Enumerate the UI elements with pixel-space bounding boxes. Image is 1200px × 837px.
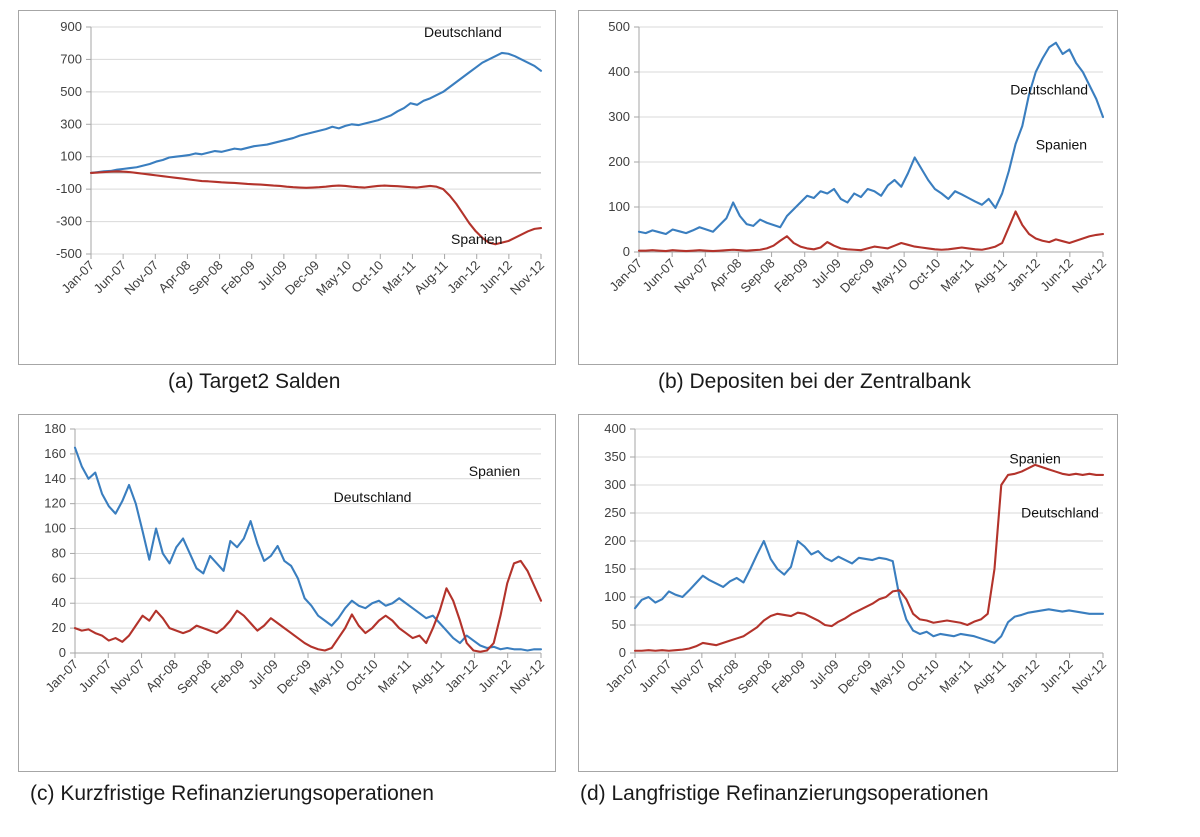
series-annotation-spanien: Spanien — [468, 463, 521, 480]
y-axis-tick-label: 60 — [51, 570, 66, 586]
x-axis-tick-label: Feb-09 — [771, 255, 811, 296]
panel-d-plot-area — [578, 414, 1118, 772]
x-axis-tick-label: Oct-10 — [903, 656, 942, 695]
x-axis-tick-label: Jan-12 — [441, 656, 481, 696]
series-line-deutschland — [91, 53, 541, 173]
panel-c-caption: (c) Kurzfristige Refinanzierungsoperationen — [30, 782, 434, 805]
x-axis-tick-label: Jul-09 — [254, 257, 290, 294]
x-axis-tick-label: Aug-11 — [411, 257, 451, 298]
y-axis-tick-label: 400 — [604, 421, 626, 436]
x-axis-tick-label: Mar-11 — [374, 656, 414, 696]
y-axis-tick-label: -500 — [55, 246, 82, 261]
y-axis-tick-label: 200 — [604, 533, 626, 548]
x-axis-tick-label: Feb-09 — [768, 656, 809, 697]
x-axis-tick-label: Jul-09 — [806, 656, 842, 693]
x-axis-tick-label: Jan-07 — [602, 656, 642, 696]
x-axis-tick-label: Mar-11 — [379, 257, 419, 297]
panel-d — [578, 410, 1192, 834]
x-axis-tick-label: Apr-08 — [703, 656, 742, 695]
x-axis-tick-label: Dec-09 — [836, 255, 878, 296]
y-axis-tick-label: 120 — [44, 495, 66, 511]
panel-c — [8, 410, 568, 834]
y-axis-tick-label: -100 — [55, 181, 82, 197]
y-axis-tick-label: 40 — [51, 595, 66, 611]
x-axis-tick-label: Jul-09 — [808, 255, 844, 292]
series-annotation-deutschland: Deutschland — [333, 488, 412, 505]
panel-b — [578, 4, 1192, 402]
x-axis-tick-label: Apr-08 — [155, 257, 194, 296]
panel-c-chart — [19, 415, 555, 771]
x-axis-tick-label: May-10 — [306, 656, 348, 698]
panel-b-caption: (b) Depositen bei der Zentralbank — [658, 370, 971, 393]
y-axis-tick-label: 100 — [604, 589, 626, 604]
y-axis-tick-label: 20 — [51, 620, 66, 636]
x-axis-tick-label: May-10 — [867, 656, 909, 698]
x-axis-tick-label: Dec-09 — [281, 257, 323, 298]
x-axis-tick-label: Oct-10 — [342, 656, 381, 695]
y-axis-tick-label: 0 — [622, 244, 630, 259]
panel-a — [8, 4, 568, 402]
y-axis-tick-label: 100 — [44, 520, 66, 536]
x-axis-tick-label: Nov-07 — [667, 656, 708, 697]
x-axis-tick-label: Nov-07 — [671, 255, 712, 296]
x-axis-tick-label: Jun-07 — [90, 257, 130, 297]
x-axis-tick-label: Jun-07 — [635, 656, 675, 696]
y-axis-tick-label: 300 — [60, 116, 82, 132]
panel-b-chart — [579, 11, 1117, 364]
y-axis-tick-label: 160 — [44, 445, 66, 461]
series-annotation-deutschland: Deutschland — [1021, 504, 1099, 521]
x-axis-tick-label: Nov-07 — [107, 656, 148, 697]
x-axis-tick-label: Nov-12 — [506, 257, 548, 298]
x-axis-tick-label: Sep-08 — [737, 255, 778, 296]
x-axis-tick-label: Sep-08 — [734, 656, 775, 697]
y-axis-tick-label: 140 — [44, 470, 66, 486]
panel-a-caption: (a) Target2 Salden — [168, 370, 341, 393]
x-axis-tick-label: May-10 — [868, 255, 911, 297]
series-annotation-spanien: Spanien — [451, 230, 503, 247]
y-axis-tick-label: 80 — [51, 545, 66, 561]
x-axis-tick-label: Feb-09 — [207, 656, 248, 697]
y-axis-tick-label: 500 — [60, 83, 82, 99]
x-axis-tick-label: Aug-11 — [969, 656, 1009, 697]
x-axis-tick-label: Jan-12 — [1003, 656, 1043, 696]
y-axis-tick-label: 150 — [604, 561, 626, 576]
panel-b-plot-area — [578, 10, 1118, 365]
x-axis-tick-label: Jun-12 — [1036, 656, 1076, 696]
y-axis-tick-label: 500 — [608, 19, 630, 34]
x-axis-tick-label: Dec-09 — [273, 656, 315, 697]
series-line-deutschland — [635, 541, 1103, 643]
y-axis-tick-label: 50 — [611, 617, 626, 632]
y-axis-tick-label: 0 — [58, 645, 66, 660]
series-line-spanien — [635, 465, 1103, 651]
x-axis-tick-label: Jan-07 — [42, 656, 82, 696]
x-axis-tick-label: Jan-12 — [1004, 255, 1043, 295]
x-axis-tick-label: Jan-07 — [606, 255, 646, 295]
panel-c-plot-area — [18, 414, 556, 772]
series-annotation-deutschland: Deutschland — [424, 24, 502, 41]
y-axis-tick-label: 250 — [604, 505, 626, 520]
panel-a-plot-area — [18, 10, 556, 365]
y-axis-tick-label: 0 — [618, 645, 626, 660]
y-axis-tick-label: 180 — [44, 421, 66, 436]
series-line-deutschland — [639, 43, 1103, 234]
y-axis-tick-label: -300 — [55, 213, 82, 229]
series-annotation-spanien: Spanien — [1035, 136, 1088, 153]
x-axis-tick-label: Feb-09 — [218, 257, 258, 298]
panel-d-caption: (d) Langfristige Refinanzierungsoperationen — [580, 782, 989, 805]
x-axis-tick-label: Jun-07 — [639, 255, 679, 295]
y-axis-tick-label: 300 — [604, 477, 626, 492]
y-axis-tick-label: 900 — [60, 19, 82, 34]
y-axis-tick-label: 100 — [60, 148, 82, 164]
x-axis-tick-label: Jun-07 — [75, 656, 115, 696]
x-axis-tick-label: Apr-08 — [706, 255, 745, 294]
x-axis-tick-label: Jun-12 — [476, 257, 515, 297]
panel-a-chart — [19, 11, 555, 364]
panel-d-chart — [579, 415, 1117, 771]
x-axis-tick-label: Mar-11 — [937, 255, 977, 295]
x-axis-tick-label: Oct-10 — [905, 255, 944, 294]
y-axis-tick-label: 300 — [608, 109, 630, 124]
x-axis-tick-label: May-10 — [312, 257, 355, 299]
x-axis-tick-label: Jun-12 — [475, 656, 514, 696]
x-axis-tick-label: Jan-07 — [58, 257, 98, 297]
x-axis-tick-label: Nov-12 — [1068, 656, 1110, 697]
x-axis-tick-label: Nov-12 — [1068, 255, 1110, 296]
x-axis-tick-label: Aug-11 — [970, 255, 1010, 296]
x-axis-tick-label: Aug-11 — [407, 656, 448, 697]
y-axis-tick-label: 350 — [604, 449, 626, 464]
series-annotation-spanien: Spanien — [1009, 450, 1061, 467]
x-axis-tick-label: Mar-11 — [936, 656, 976, 696]
x-axis-tick-label: Oct-10 — [348, 257, 387, 296]
series-annotation-deutschland: Deutschland — [1010, 81, 1089, 98]
x-axis-tick-label: Dec-09 — [834, 656, 876, 697]
x-axis-tick-label: Jun-12 — [1037, 255, 1076, 295]
x-axis-tick-label: Jul-09 — [245, 656, 281, 693]
y-axis-tick-label: 200 — [608, 154, 630, 169]
y-axis-tick-label: 400 — [608, 64, 630, 79]
x-axis-tick-label: Nov-12 — [506, 656, 548, 697]
x-axis-tick-label: Jan-12 — [444, 257, 483, 297]
x-axis-tick-label: Sep-08 — [174, 656, 215, 697]
x-axis-tick-label: Apr-08 — [142, 656, 181, 695]
x-axis-tick-label: Nov-07 — [121, 257, 162, 298]
y-axis-tick-label: 100 — [608, 199, 630, 214]
y-axis-tick-label: 700 — [60, 51, 82, 67]
x-axis-tick-label: Sep-08 — [185, 257, 226, 298]
